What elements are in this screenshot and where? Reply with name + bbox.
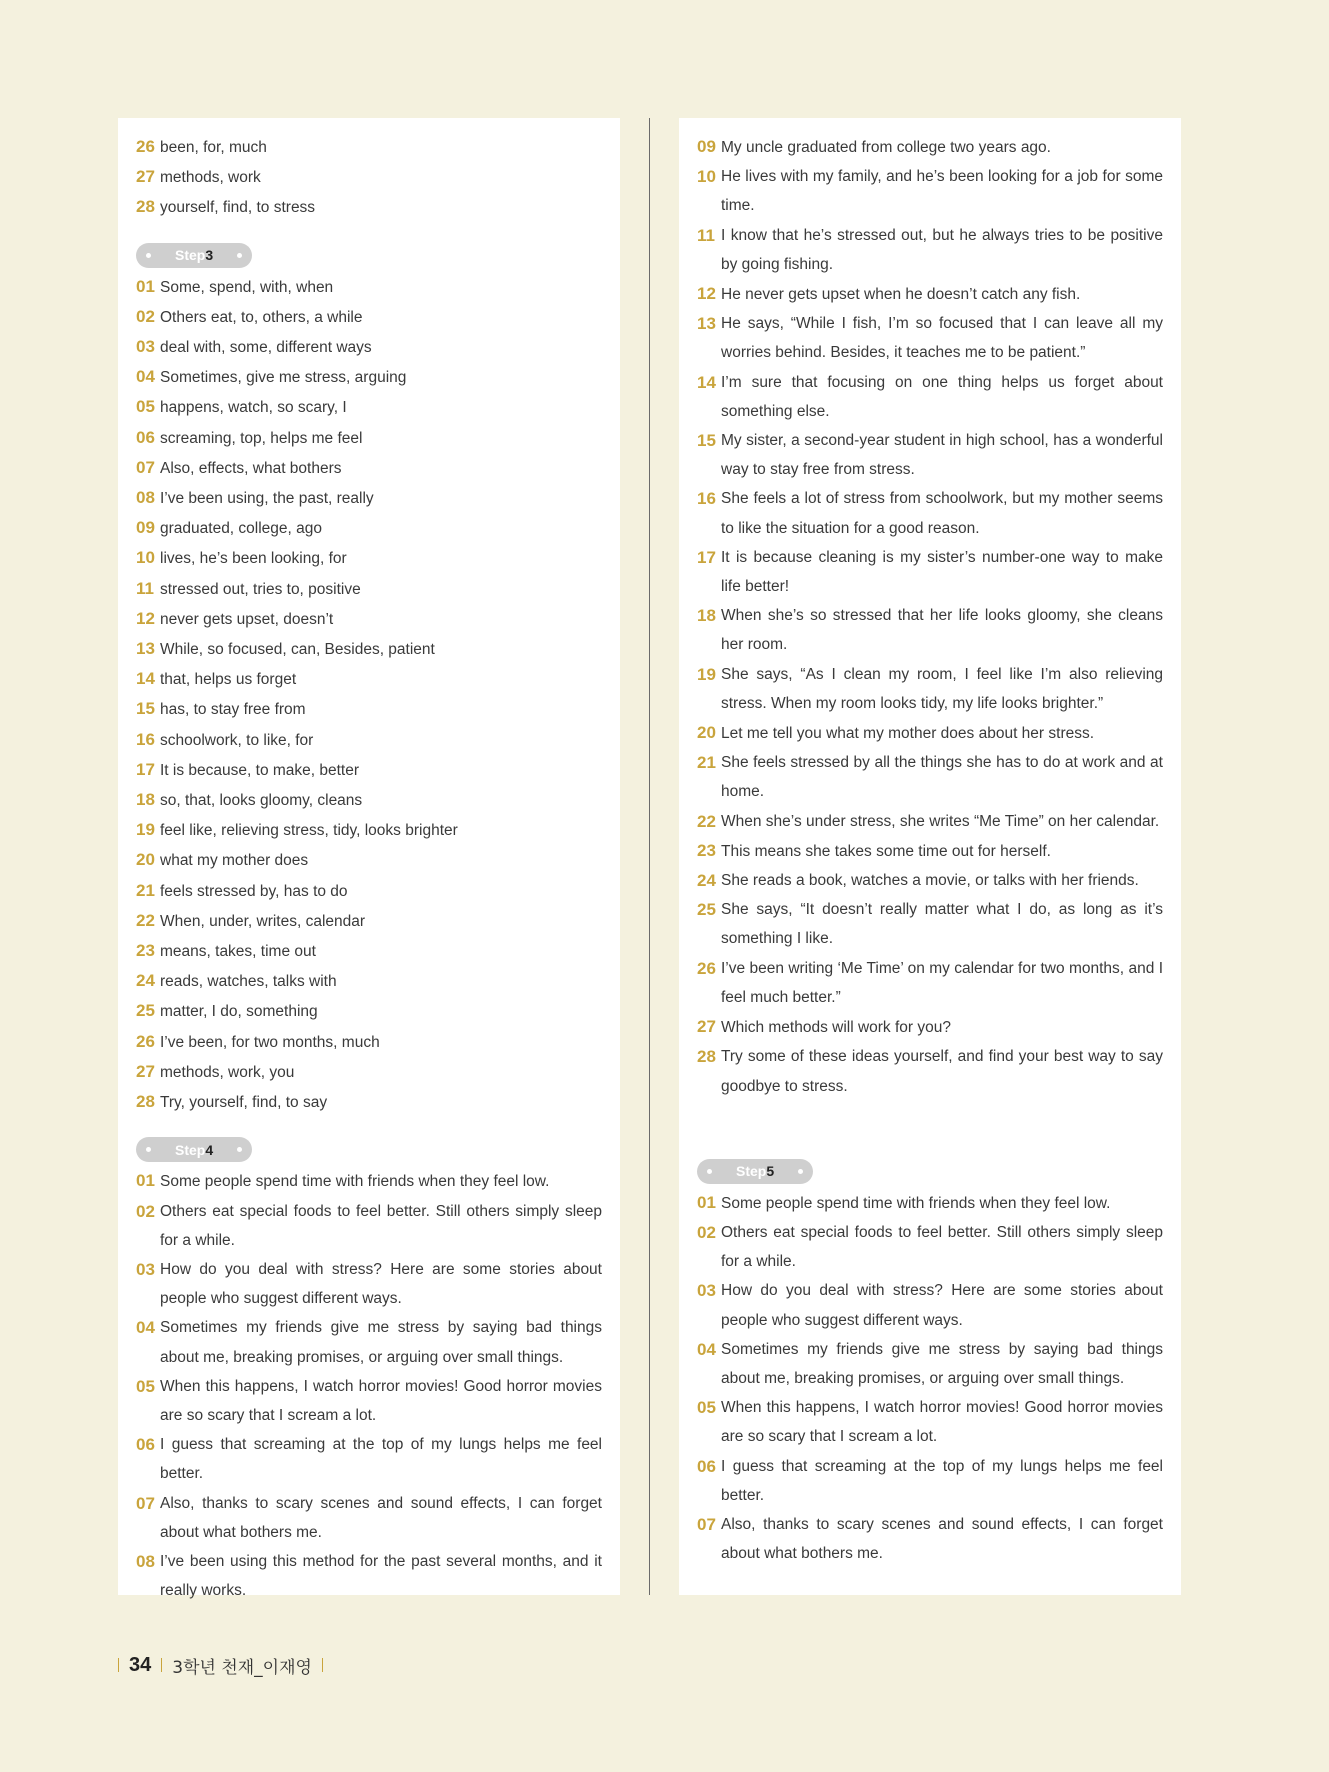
item-text: Some people spend time with friends when they feel low. (160, 1173, 550, 1191)
list-item (697, 279, 1163, 309)
item-number: 03 (136, 1259, 155, 1279)
item-text: When this happens, I watch horror movies! Good horror movies are so scary that I scream a lot. (160, 1377, 602, 1424)
item-number: 05 (136, 397, 155, 417)
list-item (136, 132, 602, 162)
item-number: 15 (136, 699, 155, 719)
item-text: Also, effects, what bothers (160, 459, 342, 477)
list-item (697, 1218, 1163, 1276)
step3-number: 3 (205, 247, 214, 264)
list-item (697, 748, 1163, 806)
item-text: Which methods will work for you? (721, 1019, 951, 1037)
item-text: methods, work (160, 169, 261, 187)
list-item (136, 845, 602, 875)
footer-title: 3학년 천재_이재영 (172, 1657, 312, 1678)
list-item (136, 1372, 602, 1430)
left-column (118, 118, 620, 1600)
item-text: I’m sure that focusing on one thing helps us forget about something else. (721, 373, 1163, 420)
item-number: 01 (136, 1171, 155, 1191)
right-top-list (697, 132, 1163, 1101)
item-text: feels stressed by, has to do (160, 882, 348, 900)
item-number: 20 (697, 723, 716, 743)
step5-badge (697, 1159, 813, 1184)
list-item (136, 785, 602, 815)
list-item (136, 604, 602, 634)
list-item (697, 1188, 1163, 1218)
item-text: How do you deal with stress? Here are some stories about people who suggest different ways. (721, 1282, 1163, 1329)
item-number: 17 (697, 547, 716, 567)
item-text: been, for, much (160, 139, 267, 156)
item-text: I’ve been writing ‘Me Time’ on my calendar for two months, and I feel much better.” (721, 959, 1163, 1006)
item-text: I guess that screaming at the top of my lungs helps me feel better. (721, 1457, 1163, 1504)
list-item (136, 1313, 602, 1371)
item-text: Some people spend time with friends when they feel low. (721, 1194, 1111, 1212)
item-text: Try, yourself, find, to say (160, 1094, 328, 1112)
list-item (136, 1087, 602, 1117)
item-text: Others eat special foods to feel better. Still others simply sleep for a while. (160, 1202, 602, 1249)
list-item (136, 966, 602, 996)
item-text: While, so focused, can, Besides, patient (160, 641, 435, 659)
item-text: How do you deal with stress? Here are some stories about people who suggest different ways. (160, 1260, 602, 1308)
item-number: 10 (136, 548, 155, 568)
item-text: so, that, looks gloomy, cleans (160, 792, 363, 810)
item-text: Others eat special foods to feel better. Still others simply sleep for a while. (721, 1223, 1163, 1271)
page-number: 34 (129, 1653, 152, 1676)
list-item (697, 484, 1163, 542)
item-number: 18 (136, 790, 155, 810)
item-number: 10 (697, 167, 716, 187)
item-text: never gets upset, doesn’t (160, 610, 334, 628)
list-item (136, 423, 602, 453)
item-number: 06 (136, 1435, 155, 1455)
item-number: 16 (697, 489, 716, 509)
footer-divider (118, 1658, 119, 1672)
list-item (136, 392, 602, 422)
item-text: Some, spend, with, when (160, 278, 334, 296)
list-item (697, 368, 1163, 426)
item-number: 01 (136, 276, 155, 296)
item-number: 03 (136, 337, 155, 357)
list-item (697, 895, 1163, 953)
item-number: 24 (136, 971, 155, 991)
item-number: 07 (697, 1514, 716, 1534)
item-text: She feels a lot of stress from schoolwork, but my mother seems to like the situation for a good reason. (721, 490, 1163, 537)
item-number: 18 (697, 606, 716, 626)
item-number: 26 (136, 137, 155, 156)
item-text: Also, thanks to scary scenes and sound effects, I can forget about what bothers me. (721, 1515, 1163, 1563)
item-text: lives, he’s been looking, for (160, 550, 347, 568)
list-item (697, 866, 1163, 895)
item-number: 15 (697, 431, 716, 451)
list-item (697, 718, 1163, 748)
item-number: 16 (136, 729, 155, 749)
list-item (136, 815, 602, 845)
item-text: has, to stay free from (160, 701, 306, 719)
footer-divider (322, 1658, 323, 1672)
item-text: schoolwork, to like, for (160, 731, 314, 749)
list-item (697, 954, 1163, 1012)
list-item (697, 1042, 1163, 1100)
item-text: My sister, a second-year student in high school, has a wonderful way to stay free from stress. (721, 432, 1163, 479)
step5-label: Step (736, 1163, 767, 1180)
step4-badge (136, 1137, 252, 1162)
item-number: 07 (136, 1493, 155, 1513)
item-number: 21 (697, 753, 716, 773)
item-text: It is because, to make, better (160, 761, 360, 779)
item-text: screaming, top, helps me feel (160, 429, 363, 447)
badge-dot-icon (798, 1169, 803, 1174)
item-number: 27 (697, 1017, 716, 1037)
item-number: 03 (697, 1281, 716, 1301)
step5-list (697, 1188, 1163, 1569)
item-text: She says, “As I clean my room, I feel like I’m also relieving stress. When my room looks tidy, my life looks brighter.” (721, 665, 1163, 712)
item-number: 12 (136, 608, 155, 628)
item-text: I’ve been using, the past, really (160, 490, 374, 508)
list-item (697, 601, 1163, 659)
list-item (136, 876, 602, 906)
list-item (136, 1255, 602, 1313)
item-text: Also, thanks to scary scenes and sound effects, I can forget about what bothers me. (160, 1494, 602, 1541)
item-number: 08 (136, 1551, 155, 1571)
item-text: She feels stressed by all the things she has to do at work and at home. (721, 754, 1163, 801)
item-number: 20 (136, 850, 155, 870)
list-item (136, 332, 602, 362)
item-text: I guess that screaming at the top of my lungs helps me feel better. (160, 1436, 602, 1483)
list-item (697, 1452, 1163, 1510)
item-number: 23 (136, 941, 155, 961)
item-number: 28 (136, 197, 155, 217)
list-item (136, 192, 602, 222)
list-item (136, 996, 602, 1026)
right-column (679, 118, 1181, 1595)
item-number: 22 (697, 811, 716, 831)
item-number: 12 (697, 284, 716, 304)
item-number: 14 (136, 669, 155, 689)
item-text: Sometimes my friends give me stress by saying bad things about me, breaking promises, or arguing over small things. (721, 1340, 1163, 1387)
item-number: 13 (697, 314, 716, 334)
list-item (697, 309, 1163, 367)
item-text: that, helps us forget (160, 671, 297, 689)
item-text: matter, I do, something (160, 1003, 318, 1021)
item-text: My uncle graduated from college two years ago. (721, 139, 1051, 156)
item-number: 02 (697, 1222, 716, 1242)
item-number: 04 (697, 1339, 716, 1359)
list-item (136, 1489, 602, 1547)
item-number: 06 (136, 427, 155, 447)
list-item (136, 1197, 602, 1255)
list-item (697, 132, 1163, 162)
list-item (136, 513, 602, 543)
list-item (136, 543, 602, 573)
list-item (136, 162, 602, 192)
item-number: 25 (136, 1001, 155, 1021)
item-number: 27 (136, 1061, 155, 1081)
item-number: 11 (136, 578, 154, 598)
badge-dot-icon (707, 1169, 712, 1174)
badge-dot-icon (237, 253, 242, 258)
step5-number: 5 (766, 1163, 775, 1180)
item-number: 11 (697, 225, 715, 245)
item-number: 08 (136, 488, 155, 508)
item-text: It is because cleaning is my sister’s number-one way to make life better! (721, 548, 1163, 596)
item-number: 26 (136, 1031, 155, 1051)
list-item (697, 543, 1163, 601)
item-number: 02 (136, 306, 155, 326)
item-text: feel like, relieving stress, tidy, looks brighter (160, 822, 458, 840)
item-text: Sometimes my friends give me stress by saying bad things about me, breaking promises, or arguing over small things. (160, 1319, 602, 1366)
list-item (136, 906, 602, 936)
list-item (136, 272, 602, 302)
step3-list (136, 272, 602, 1118)
list-item (136, 1430, 602, 1488)
list-item (136, 755, 602, 785)
list-item (136, 362, 602, 392)
left-top-list (136, 132, 602, 223)
list-item (136, 1547, 602, 1605)
page-footer (118, 1652, 323, 1678)
step3-badge (136, 243, 252, 268)
step3-label: Step (175, 247, 206, 264)
badge-dot-icon (146, 253, 151, 258)
item-text: When, under, writes, calendar (160, 912, 366, 930)
item-number: 05 (136, 1376, 155, 1396)
item-text: Let me tell you what my mother does about her stress. (721, 725, 1095, 743)
item-text: When she’s so stressed that her life looks gloomy, she cleans her room. (721, 607, 1163, 654)
item-text: deal with, some, different ways (160, 339, 372, 357)
item-text: She reads a book, watches a movie, or talks with her friends. (721, 872, 1139, 890)
item-text: When she’s under stress, she writes “Me Time” on her calendar. (721, 812, 1160, 830)
item-text: I’ve been, for two months, much (160, 1033, 380, 1051)
list-item (697, 1393, 1163, 1451)
list-item (136, 1057, 602, 1087)
item-text: When this happens, I watch horror movies! Good horror movies are so scary that I scream a lot. (721, 1399, 1163, 1446)
item-number: 22 (136, 910, 155, 930)
item-number: 06 (697, 1456, 716, 1476)
list-item (136, 694, 602, 724)
item-number: 04 (136, 367, 155, 387)
item-number: 01 (697, 1192, 716, 1212)
list-item (697, 836, 1163, 866)
item-text: He says, “While I fish, I’m so focused that I can leave all my worries behind. Besides, it teaches me to be patient.” (721, 315, 1163, 362)
item-number: 28 (697, 1047, 716, 1067)
item-text: means, takes, time out (160, 943, 316, 961)
item-number: 28 (136, 1092, 155, 1112)
list-item (136, 634, 602, 664)
badge-dot-icon (237, 1147, 242, 1152)
list-item (136, 664, 602, 694)
item-number: 05 (697, 1398, 716, 1418)
item-number: 09 (136, 518, 155, 538)
item-number: 13 (136, 639, 155, 659)
item-text: I’ve been using this method for the past several months, and it really works. (160, 1552, 602, 1600)
list-item (697, 1276, 1163, 1334)
item-number: 26 (697, 958, 716, 978)
item-text: He lives with my family, and he’s been looking for a job for some time. (721, 168, 1163, 215)
list-item (136, 725, 602, 755)
step4-label: Step (175, 1141, 206, 1158)
item-text: stressed out, tries to, positive (160, 580, 361, 598)
item-number: 25 (697, 900, 716, 920)
item-number: 23 (697, 840, 716, 860)
item-text: reads, watches, talks with (160, 973, 337, 991)
item-text: what my mother does (160, 852, 309, 870)
list-item (697, 1510, 1163, 1568)
item-text: Others eat, to, others, a while (160, 308, 363, 326)
item-text: happens, watch, so scary, I (160, 399, 347, 417)
item-number: 21 (136, 880, 155, 900)
list-item (136, 1166, 602, 1196)
list-item (136, 936, 602, 966)
item-text: Try some of these ideas yourself, and find your best way to say goodbye to stress. (721, 1048, 1163, 1095)
item-number: 14 (697, 372, 716, 392)
list-item (136, 1027, 602, 1057)
list-item (136, 453, 602, 483)
item-text: graduated, college, ago (160, 520, 323, 538)
list-item (136, 302, 602, 332)
list-item (697, 1335, 1163, 1393)
list-item (697, 426, 1163, 484)
list-item (136, 483, 602, 513)
item-number: 02 (136, 1201, 155, 1221)
item-text: methods, work, you (160, 1063, 295, 1081)
item-number: 19 (697, 664, 716, 684)
item-text: I know that he’s stressed out, but he always tries to be positive by going fishing. (721, 226, 1163, 273)
list-item (697, 1012, 1163, 1042)
item-number: 09 (697, 137, 716, 156)
column-divider (649, 118, 650, 1595)
step4-number: 4 (205, 1141, 214, 1158)
item-number: 24 (697, 871, 716, 891)
item-number: 07 (136, 457, 155, 477)
step4-list (136, 1166, 602, 1605)
item-text: This means she takes some time out for herself. (721, 842, 1051, 860)
item-number: 04 (136, 1318, 155, 1338)
item-number: 19 (136, 820, 155, 840)
list-item (697, 221, 1163, 279)
list-item (697, 807, 1163, 836)
badge-dot-icon (146, 1147, 151, 1152)
item-text: yourself, find, to stress (160, 199, 316, 217)
list-item (697, 162, 1163, 220)
list-item (136, 574, 602, 604)
footer-divider (161, 1658, 162, 1672)
item-text: Sometimes, give me stress, arguing (160, 369, 407, 387)
list-item (697, 660, 1163, 718)
item-number: 17 (136, 759, 155, 779)
item-number: 27 (136, 167, 155, 187)
item-text: She says, “It doesn’t really matter what I do, as long as it’s something I like. (721, 901, 1163, 948)
item-text: He never gets upset when he doesn’t catch any fish. (721, 286, 1081, 304)
section-spacer (697, 1101, 1163, 1139)
